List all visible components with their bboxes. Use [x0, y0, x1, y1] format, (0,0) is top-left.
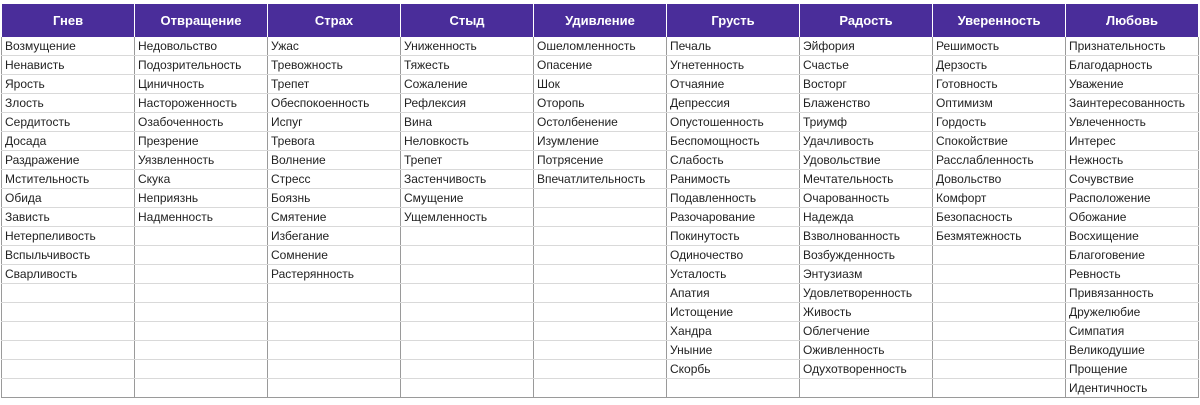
table-cell: Подавленность	[667, 189, 800, 208]
table-cell: Очарованность	[800, 189, 933, 208]
table-cell	[135, 341, 268, 360]
table-cell	[534, 379, 667, 398]
table-cell: Усталость	[667, 265, 800, 284]
table-cell	[2, 360, 135, 379]
table-cell: Тревога	[268, 132, 401, 151]
table-cell: Ужас	[268, 37, 401, 56]
table-cell: Блаженство	[800, 94, 933, 113]
table-cell	[135, 227, 268, 246]
table-cell: Вспыльчивость	[2, 246, 135, 265]
table-cell: Довольство	[933, 170, 1066, 189]
table-row	[2, 265, 1199, 284]
table-cell	[135, 379, 268, 398]
table-cell	[401, 284, 534, 303]
table-row	[2, 322, 1199, 341]
table-cell	[401, 246, 534, 265]
table-cell	[933, 322, 1066, 341]
table-cell: Хандра	[667, 322, 800, 341]
table-cell: Скорбь	[667, 360, 800, 379]
table-cell: Мстительность	[2, 170, 135, 189]
column-header-joy: Радость	[800, 4, 933, 37]
table-cell: Озабоченность	[135, 113, 268, 132]
table-cell	[534, 284, 667, 303]
table-cell: Неловкость	[401, 132, 534, 151]
table-cell: Восхищение	[1066, 227, 1199, 246]
table-cell: Тревожность	[268, 56, 401, 75]
table-cell: Решимость	[933, 37, 1066, 56]
table-cell: Трепет	[401, 151, 534, 170]
table-cell: Благоговение	[1066, 246, 1199, 265]
table-cell: Неприязнь	[135, 189, 268, 208]
table-cell: Истощение	[667, 303, 800, 322]
table-cell	[268, 322, 401, 341]
table-cell: Остолбенение	[534, 113, 667, 132]
table-row	[2, 360, 1199, 379]
table-cell	[401, 322, 534, 341]
table-cell: Одухотворенность	[800, 360, 933, 379]
table-cell: Интерес	[1066, 132, 1199, 151]
table-cell: Восторг	[800, 75, 933, 94]
table-cell: Облегчение	[800, 322, 933, 341]
table-cell: Нежность	[1066, 151, 1199, 170]
table-cell	[933, 265, 1066, 284]
table-cell: Взволнованность	[800, 227, 933, 246]
table-cell: Досада	[2, 132, 135, 151]
table-cell: Ненависть	[2, 56, 135, 75]
table-cell	[268, 341, 401, 360]
table-cell: Гордость	[933, 113, 1066, 132]
table-cell: Угнетенность	[667, 56, 800, 75]
table-cell: Оживленность	[800, 341, 933, 360]
table-cell: Раздражение	[2, 151, 135, 170]
table-cell: Стресс	[268, 170, 401, 189]
table-cell: Опустошенность	[667, 113, 800, 132]
table-row	[2, 189, 1199, 208]
table-cell: Покинутость	[667, 227, 800, 246]
table-cell: Отчаяние	[667, 75, 800, 94]
table-cell: Беспомощность	[667, 132, 800, 151]
table-cell	[534, 341, 667, 360]
table-cell	[2, 379, 135, 398]
table-row	[2, 132, 1199, 151]
column-header-surprise: Удивление	[534, 4, 667, 37]
table-cell	[135, 246, 268, 265]
table-cell	[2, 322, 135, 341]
table-cell: Боязнь	[268, 189, 401, 208]
table-cell	[268, 360, 401, 379]
table-cell	[401, 303, 534, 322]
table-cell: Печаль	[667, 37, 800, 56]
table-cell	[2, 341, 135, 360]
table-cell: Благодарность	[1066, 56, 1199, 75]
column-header-sadness: Грусть	[667, 4, 800, 37]
table-cell: Уязвленность	[135, 151, 268, 170]
table-cell: Опасение	[534, 56, 667, 75]
column-header-confidence: Уверенность	[933, 4, 1066, 37]
table-cell: Надежда	[800, 208, 933, 227]
table-cell: Трепет	[268, 75, 401, 94]
table-cell: Нетерпеливость	[2, 227, 135, 246]
table-cell	[401, 379, 534, 398]
table-cell: Испуг	[268, 113, 401, 132]
table-cell: Ярость	[2, 75, 135, 94]
table-cell: Настороженность	[135, 94, 268, 113]
table-row	[2, 284, 1199, 303]
table-cell: Потрясение	[534, 151, 667, 170]
table-cell: Удовольствие	[800, 151, 933, 170]
table-cell: Апатия	[667, 284, 800, 303]
table-row	[2, 208, 1199, 227]
table-cell: Рефлексия	[401, 94, 534, 113]
table-cell: Великодушие	[1066, 341, 1199, 360]
table-cell: Обожание	[1066, 208, 1199, 227]
table-cell: Прощение	[1066, 360, 1199, 379]
table-row	[2, 246, 1199, 265]
table-cell: Ошеломленность	[534, 37, 667, 56]
column-header-shame: Стыд	[401, 4, 534, 37]
table-cell: Симпатия	[1066, 322, 1199, 341]
table-cell	[401, 341, 534, 360]
table-cell: Уныние	[667, 341, 800, 360]
table-cell: Циничность	[135, 75, 268, 94]
table-row	[2, 75, 1199, 94]
table-cell	[135, 360, 268, 379]
table-cell	[534, 322, 667, 341]
table-cell: Слабость	[667, 151, 800, 170]
table-cell: Обеспокоенность	[268, 94, 401, 113]
table-cell	[800, 379, 933, 398]
table-cell: Разочарование	[667, 208, 800, 227]
table-row	[2, 227, 1199, 246]
table-row	[2, 37, 1199, 56]
table-cell: Идентичность	[1066, 379, 1199, 398]
table-cell: Избегание	[268, 227, 401, 246]
table-cell: Дерзость	[933, 56, 1066, 75]
table-cell: Ущемленность	[401, 208, 534, 227]
table-cell	[534, 360, 667, 379]
table-cell: Презрение	[135, 132, 268, 151]
table-cell: Расположение	[1066, 189, 1199, 208]
table-cell	[933, 379, 1066, 398]
table-cell: Спокойствие	[933, 132, 1066, 151]
table-cell: Мечтательность	[800, 170, 933, 189]
table-cell: Растерянность	[268, 265, 401, 284]
table-cell: Возмущение	[2, 37, 135, 56]
table-cell: Оптимизм	[933, 94, 1066, 113]
column-header-fear: Страх	[268, 4, 401, 37]
table-cell: Шок	[534, 75, 667, 94]
table-cell: Недовольство	[135, 37, 268, 56]
table-cell: Впечатлительность	[534, 170, 667, 189]
table-row	[2, 303, 1199, 322]
table-cell: Депрессия	[667, 94, 800, 113]
column-header-love: Любовь	[1066, 4, 1199, 37]
table-cell: Увлеченность	[1066, 113, 1199, 132]
table-cell: Признательность	[1066, 37, 1199, 56]
table-cell: Удачливость	[800, 132, 933, 151]
table-cell	[534, 208, 667, 227]
table-cell: Подозрительность	[135, 56, 268, 75]
table-row	[2, 151, 1199, 170]
table-cell: Ранимость	[667, 170, 800, 189]
table-cell: Привязанность	[1066, 284, 1199, 303]
table-cell: Сварливость	[2, 265, 135, 284]
table-cell: Энтузиазм	[800, 265, 933, 284]
table-cell: Сердитость	[2, 113, 135, 132]
table-cell: Комфорт	[933, 189, 1066, 208]
table-cell: Смущение	[401, 189, 534, 208]
table-cell: Обида	[2, 189, 135, 208]
table-cell	[933, 341, 1066, 360]
table-cell: Счастье	[800, 56, 933, 75]
table-cell: Сожаление	[401, 75, 534, 94]
table-cell: Злость	[2, 94, 135, 113]
table-cell	[933, 303, 1066, 322]
table-cell: Зависть	[2, 208, 135, 227]
table-cell	[135, 322, 268, 341]
table-cell: Сочувствие	[1066, 170, 1199, 189]
table-cell	[933, 360, 1066, 379]
table-cell: Удовлетворенность	[800, 284, 933, 303]
table-cell: Заинтересованность	[1066, 94, 1199, 113]
table-cell	[2, 303, 135, 322]
table-cell: Безопасность	[933, 208, 1066, 227]
column-header-disgust: Отвращение	[135, 4, 268, 37]
table-cell	[534, 227, 667, 246]
table-cell: Сомнение	[268, 246, 401, 265]
table-cell	[135, 265, 268, 284]
table-cell: Эйфория	[800, 37, 933, 56]
table-cell: Триумф	[800, 113, 933, 132]
table-cell	[401, 227, 534, 246]
table-cell	[933, 246, 1066, 265]
table-cell: Одиночество	[667, 246, 800, 265]
table-cell	[2, 284, 135, 303]
table-cell: Волнение	[268, 151, 401, 170]
table-cell: Тяжесть	[401, 56, 534, 75]
table-row	[2, 56, 1199, 75]
table-row	[2, 170, 1199, 189]
header-row	[2, 4, 1199, 37]
table-cell: Безмятежность	[933, 227, 1066, 246]
table-cell: Готовность	[933, 75, 1066, 94]
table-cell	[135, 284, 268, 303]
table-cell	[534, 265, 667, 284]
table-cell	[667, 379, 800, 398]
column-header-anger: Гнев	[2, 4, 135, 37]
table-cell	[268, 379, 401, 398]
table-cell	[401, 360, 534, 379]
table-cell	[401, 265, 534, 284]
table-row	[2, 113, 1199, 132]
table-cell: Ревность	[1066, 265, 1199, 284]
table-row	[2, 341, 1199, 360]
table-cell: Дружелюбие	[1066, 303, 1199, 322]
table-cell	[933, 284, 1066, 303]
table-cell	[534, 303, 667, 322]
table-cell: Живость	[800, 303, 933, 322]
table-cell: Возбужденность	[800, 246, 933, 265]
table-cell: Застенчивость	[401, 170, 534, 189]
emotions-table	[1, 4, 1199, 398]
table-cell: Уважение	[1066, 75, 1199, 94]
table-cell: Скука	[135, 170, 268, 189]
table-row	[2, 379, 1199, 398]
table-body	[2, 37, 1199, 398]
table-cell: Вина	[401, 113, 534, 132]
table-cell: Смятение	[268, 208, 401, 227]
table-cell: Изумление	[534, 132, 667, 151]
table-row	[2, 94, 1199, 113]
table-cell	[268, 284, 401, 303]
table-cell: Оторопь	[534, 94, 667, 113]
table-cell: Униженность	[401, 37, 534, 56]
table-cell	[268, 303, 401, 322]
table-cell: Расслабленность	[933, 151, 1066, 170]
table-cell	[534, 189, 667, 208]
table-cell: Надменность	[135, 208, 268, 227]
table-cell	[135, 303, 268, 322]
table-cell	[534, 246, 667, 265]
